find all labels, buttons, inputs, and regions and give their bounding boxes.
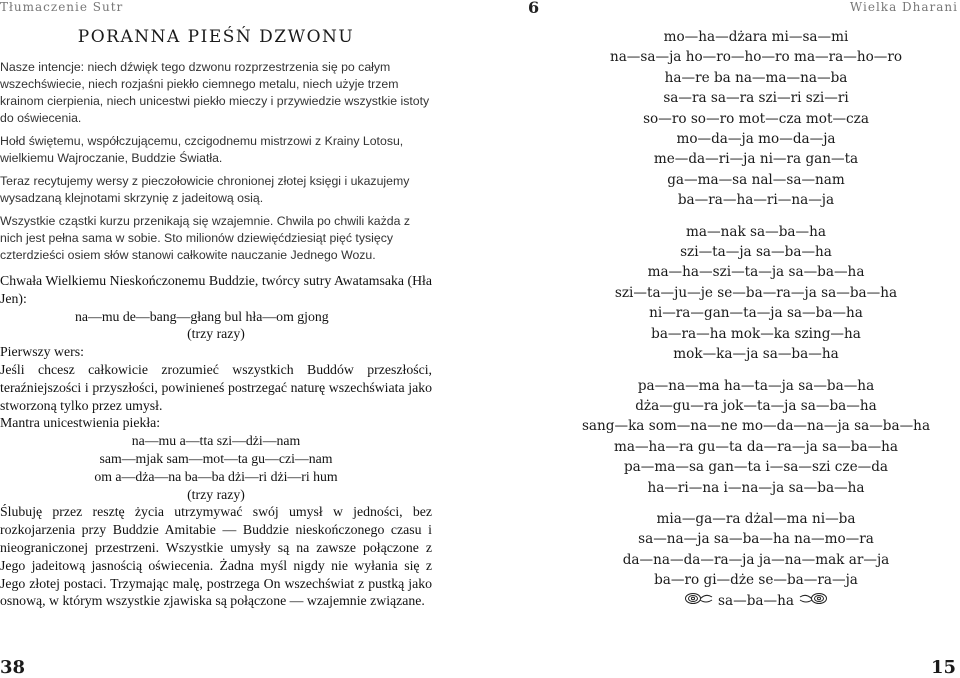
dharani-line: ni—ra—gan—ta—ja sa—ba—ha bbox=[649, 305, 863, 322]
dharani-line: ba—ra—ha mok—ka szing—ha bbox=[651, 325, 861, 342]
dharani-line: mo—da—ja mo—da—ja bbox=[676, 131, 836, 148]
intention-paragraph: Nasze intencje: niech dźwięk tego dzwonu rozprzestrzenia się po całym wszechświecie, niech rozjaśni piekło ciemnego metalu, niech użyje trzem krainom cierpienia, niech unicestwi piekło mieczy i przywiedzie wszystkie istoty do oświecenia. bbox=[0, 60, 430, 125]
dharani-line: ma—nak sa—ba—ha bbox=[686, 223, 826, 240]
dharani-line: mia—ga—ra dżal—ma ni—ba bbox=[656, 510, 856, 527]
verse-label: Pierwszy wers: bbox=[0, 344, 84, 360]
page-number-left: 38 bbox=[0, 657, 26, 678]
dharani-line: sa—ra sa—ra szi—ri szi—ri bbox=[663, 90, 849, 107]
dharani-line: ma—ha—ra gu—ta da—ra—ja sa—ba—ha bbox=[613, 438, 899, 455]
dharani-verse bbox=[552, 509, 960, 612]
running-header-left: Tłumaczenie Sutr bbox=[0, 0, 124, 14]
closing-paragraph: Ślubuję przez resztę życia utrzymywać swój umysł w jedności, bez rozkojarzenia przy Buddzie Amitabie — Buddzie nieskończonego czasu i nieograniczonej przestrzeni. Wszystkie umysły są na zawsze połączone z Jego jadeitową jasnością oświecenia. Żadna myśl nigdy nie wyłania się z Jego złotej postaci. Trzymając malę, postrzega On wszechświat z pustką jako osnową, w którym wszystkie zjawiska są połączone — wzajemnie związane. bbox=[0, 504, 432, 609]
verse-text: Jeśli chcesz całkowicie zrozumieć wszystkich Buddów przeszłości, teraźniejszości i przyszłości, powinieneś postrzegać naturę wszechświata jako stworzoną tylko przez umysł. bbox=[0, 361, 432, 413]
running-header-right: Wielka Dharani bbox=[849, 0, 958, 14]
dharani-line: na—sa—ja ho—ro—ho—ro ma—ra—ho—ro bbox=[609, 49, 903, 66]
mantra-label: Mantra unicestwienia piekła: bbox=[0, 415, 161, 431]
mantra-line: na—mu de—bang—głang bul hła—om gjong bbox=[75, 308, 329, 324]
mantra-line: om a—dża—na ba—ba dżi—ri dżi—ri hum bbox=[94, 468, 338, 484]
recitation-paragraph: Teraz recytujemy wersy z pieczołowicie chronionej złotej księgi i ukazujemy wysadzaną klejnotami skrzynię z jadeitową osią. bbox=[0, 174, 410, 205]
dharani-verse bbox=[552, 222, 960, 365]
dharani-line: sa—na—ja sa—ba—ha na—mo—ra bbox=[638, 531, 874, 548]
dharani-line: pa—ma—sa gan—ta i—sa—szi cze—da bbox=[623, 459, 889, 476]
dharani-line: me—da—ri—ja ni—ra gan—ta bbox=[653, 151, 859, 168]
dharani-line: mo—ha—dżara mi—sa—mi bbox=[663, 29, 849, 45]
dharani-line: sang—ka som—na—ne mo—da—na—ja sa—ba—ha bbox=[581, 418, 931, 435]
dharani-line: pa—na—ma ha—ta—ja sa—ba—ha bbox=[637, 377, 875, 394]
left-page bbox=[0, 27, 432, 610]
dharani-line: ga—ma—sa nal—sa—nam bbox=[667, 171, 845, 188]
dust-paragraph: Wszystkie cząstki kurzu przenikają się wzajemnie. Chwila po chwili każda z nich jest pełna sama w sobie. Sto milionów dziewięćdziesiąt pięć tysięcy czterdzieści osiem słów stanowi całkowite nauczanie Jednego Wozu. bbox=[0, 214, 411, 262]
dharani-line: mok—ka—ja sa—ba—ha bbox=[673, 346, 839, 363]
repeat-note: (trzy razy) bbox=[187, 486, 245, 502]
dharani-line: ha—ri—na i—na—ja sa—ba—ha bbox=[647, 479, 865, 496]
page-number-right: 15 bbox=[930, 657, 956, 678]
praise-paragraph: Chwała Wielkiemu Nieskończonemu Buddzie, twórcy sutry Awatamsaka (Hła Jen): bbox=[0, 273, 432, 306]
dharani-line: ba—ra—ha—ri—na—ja bbox=[677, 192, 835, 209]
right-page bbox=[552, 27, 960, 623]
dharani-final-line bbox=[552, 591, 960, 612]
mantra-line: na—mu a—tta szi—dżi—nam bbox=[131, 433, 301, 449]
dharani-line: ba—ro gi—dże se—ba—ra—ja bbox=[654, 572, 858, 589]
dharani-line: dża—gu—ra jok—ta—ja sa—ba—ha bbox=[635, 397, 877, 414]
homage-paragraph: Hołd świętemu, współczującemu, czcigodnemu mistrzowi z Krainy Lotosu, wielkiemu Wajroczanie, Buddzie Światła. bbox=[0, 134, 404, 165]
dharani-line: da—na—da—ra—ja ja—na—mak ar—ja bbox=[622, 551, 890, 568]
dharani-line: ma—ha—szi—ta—ja sa—ba—ha bbox=[647, 264, 865, 281]
page-title: PORANNA PIEŚŃ DZWONU bbox=[77, 27, 355, 47]
repeat-note: (trzy razy) bbox=[187, 326, 245, 342]
mantra-line: sam—mjak sam—mot—ta gu—czi—nam bbox=[99, 450, 333, 466]
dharani-line: ha—re ba na—ma—na—ba bbox=[664, 69, 848, 86]
dharani-verse bbox=[552, 27, 960, 211]
dharani-line: so—ro so—ro mot—cza mot—cza bbox=[643, 110, 869, 127]
dharani-line: szi—ta—ja sa—ba—ha bbox=[680, 244, 832, 261]
dharani-line: szi—ta—ju—je se—ba—ra—ja sa—ba—ha bbox=[614, 284, 898, 301]
spiral-ornament-icon bbox=[684, 592, 714, 612]
dharani-verse bbox=[552, 376, 960, 498]
spiral-ornament-icon bbox=[798, 592, 828, 612]
dharani-line: sa—ba—ha bbox=[718, 592, 794, 609]
page-marker: 6 bbox=[528, 0, 540, 17]
